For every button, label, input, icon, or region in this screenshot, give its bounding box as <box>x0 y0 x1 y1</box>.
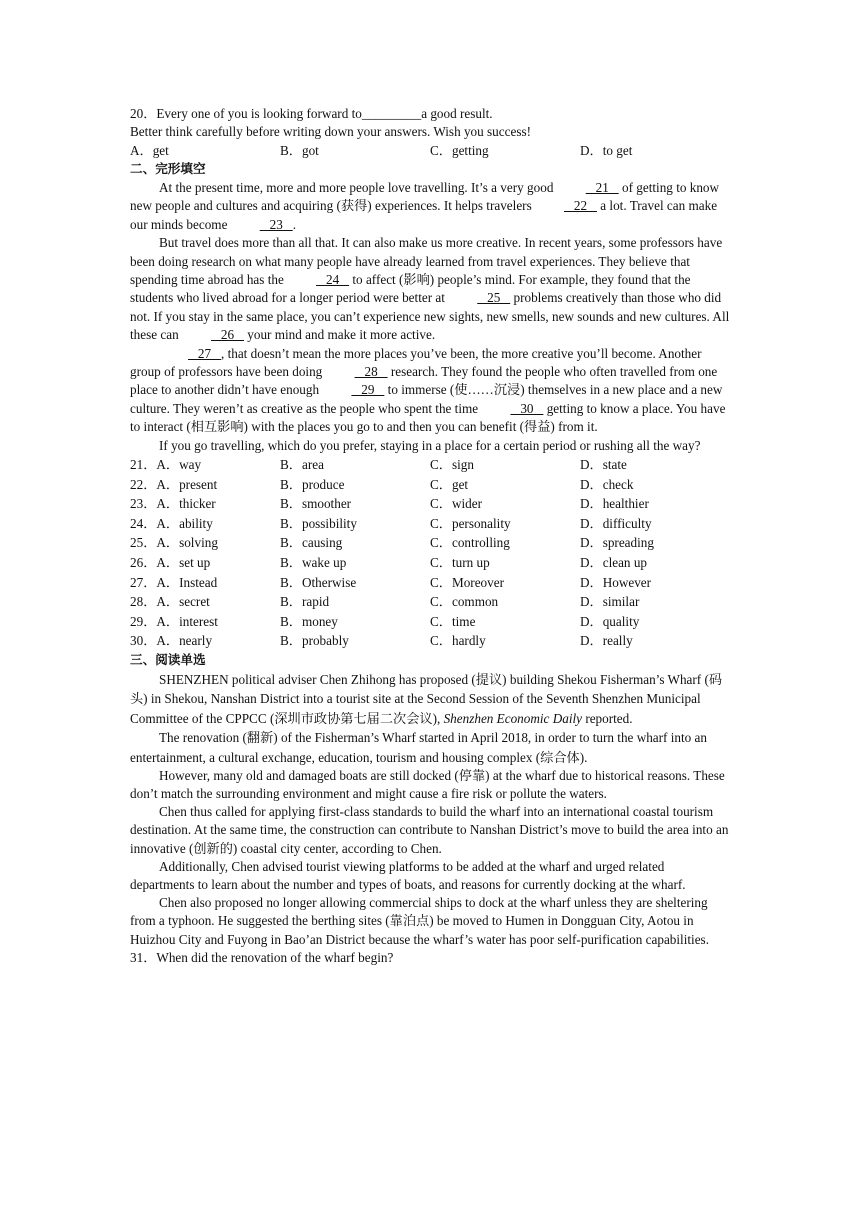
question-21 <box>130 455 730 475</box>
option-d: D．clean up <box>580 555 648 571</box>
option-d: D．difficulty <box>580 515 652 531</box>
text-run: getting to know a place. You have to interact (相互影响) with the places you go to and then you can benefit (得益) from it. <box>130 400 726 435</box>
option-b: B．Otherwise <box>280 574 357 590</box>
text-run: a lot. Travel can make our minds become <box>130 198 718 232</box>
q20-option-d: D．to get <box>580 142 633 158</box>
text-run: . <box>292 216 296 232</box>
text-run: At the present time, more and more people love travelling. It’s a very good <box>159 180 557 195</box>
blank-30: 30 <box>510 400 544 416</box>
option-b: B．rapid <box>280 594 330 610</box>
section-3-heading: 三、阅读单选 <box>130 652 206 668</box>
option-d: D．really <box>580 633 633 649</box>
option-a: 26．A．set up <box>130 555 211 571</box>
reading-paragraph-4: Chen thus called for applying first-class standards to build the wharf into an international coastal tourism destination. At the same time, the construction can contribute to Nanshan District’s move to build the area into an innovative (创新的) coastal city center, according to Chen. <box>130 804 729 856</box>
cloze-paragraph-3 <box>130 345 730 437</box>
option-d: D．check <box>580 476 634 492</box>
option-b: B．wake up <box>280 555 347 571</box>
question-30 <box>130 631 730 651</box>
option-c: C．time <box>430 613 476 629</box>
reading-paragraph-5: Additionally, Chen advised tourist viewing platforms to be added at the wharf and urged related departments to learn about the number and types of boats, and reasons for currently docking at the wharf. <box>130 858 686 893</box>
option-b: B．smoother <box>280 496 352 512</box>
newspaper-name: Shenzhen Economic Daily <box>443 710 583 726</box>
option-a: 29．A．interest <box>130 613 218 629</box>
text-run: reported. <box>582 710 633 726</box>
option-c: C．sign <box>430 457 474 473</box>
option-c: C．Moreover <box>430 574 504 590</box>
question-23 <box>130 494 730 514</box>
option-c: C．wider <box>430 496 483 512</box>
question-29 <box>130 612 730 632</box>
text-run: SHENZHEN political adviser Chen Zhihong has proposed (提议) building Shekou Fisherman’s Wharf (码头) in Shekou, Nanshan District into a tourist site at the Second Session of the Seventh Shenzhen Municipal Committee of the CPPCC (深圳市政协第七届二次会议), <box>130 671 723 726</box>
option-b: B．area <box>280 457 324 473</box>
blank-24: 24 <box>316 272 350 288</box>
blank-26: 26 <box>211 327 244 343</box>
blank-25: 25 <box>477 290 511 306</box>
q20-option-c: C．getting <box>430 142 489 158</box>
question-20-note: Better think carefully before writing down your answers. Wish you success! <box>130 124 531 140</box>
question-27 <box>130 573 730 593</box>
reading-paragraph-1 <box>130 670 730 729</box>
option-d: D．quality <box>580 613 640 629</box>
option-d: D．However <box>580 574 652 590</box>
option-a: 27．A．Instead <box>130 574 218 590</box>
reading-paragraph-2: The renovation (翻新) of the Fisherman’s Wharf started in April 2018, in order to turn the wharf into an entertainment, a cultural exchange, education, tourism and housing complex (综合体). <box>130 730 708 765</box>
option-c: C．turn up <box>430 555 490 571</box>
option-a: 24．A．ability <box>130 515 213 531</box>
blank-28: 28 <box>354 364 388 380</box>
q20-stem-before: 20．Every one of you is looking forward to <box>130 106 362 121</box>
text-run: your mind and make it more active. <box>243 327 436 343</box>
option-c: C．personality <box>430 515 511 531</box>
option-a: 22．A．present <box>130 476 218 492</box>
reading-paragraph-3: However, many old and damaged boats are still docked (停靠) at the wharf due to historical reasons. These don’t match the surrounding environment and might cause a fire risk or pollute the waters. <box>130 767 725 802</box>
option-d: D．spreading <box>580 535 654 551</box>
blank-22: 22 <box>564 198 597 214</box>
text-run: problems creatively than those who did not. If you stay in the same place, you can’t experience new sights, new smells, new sounds and new cultures. All these can <box>130 290 730 343</box>
text-run: But travel does more than all that. It can also make us more creative. In recent years, some professors have been doing research on what many people have already learned from travel experiences. They believe that spending time abroad has the <box>130 235 723 288</box>
q20-stem-after: a good result. <box>421 106 493 121</box>
reading-paragraph-6: Chen also proposed no longer allowing commercial ships to dock at the wharf unless they are sheltering from a typhoon. He suggested the berthing sites (靠泊点) be moved to Humen in Dongguan City, Aotou in Huizhou City and Fuyong in Bao’an District because the wharf’s water has poor self-purification capabilities. <box>130 895 709 947</box>
option-b: B．money <box>280 613 338 629</box>
option-c: C．controlling <box>430 535 510 551</box>
option-a: 21．A．way <box>130 457 202 473</box>
text-run: research. They found the people who often travelled from one place to another didn’t have enough <box>130 364 718 398</box>
option-a: 28．A．secret <box>130 594 210 610</box>
text-run: of getting to know new people and cultures and acquiring (获得) experiences. It helps travelers <box>130 180 720 214</box>
cloze-paragraph-4: If you go travelling, which do you prefer, staying in a place for a certain period or rushing all the way? <box>159 437 701 453</box>
blank-23: 23 <box>259 216 293 232</box>
option-d: D．state <box>580 457 627 473</box>
option-d: D．similar <box>580 594 640 610</box>
blank-21: 21 <box>585 180 619 195</box>
blank-29: 29 <box>351 382 385 398</box>
option-c: C．get <box>430 476 469 492</box>
exam-page <box>130 105 730 967</box>
section-2-heading: 二、完形填空 <box>130 161 206 177</box>
question-20-options <box>130 142 730 161</box>
text-run: to immerse (使……沉浸) themselves in a new place and a new culture. They weren’t as creative as the people who spent the time <box>130 382 723 416</box>
q20-option-a: A．get <box>130 142 169 158</box>
question-22 <box>130 475 730 495</box>
option-b: B．causing <box>280 535 343 551</box>
option-a: 30．A．nearly <box>130 633 213 649</box>
text-run: to affect (影响) people’s mind. For example, they found that the students who lived abroad for a longer period were better at <box>130 272 691 306</box>
option-d: D．healthier <box>580 496 649 512</box>
option-a: 23．A．thicker <box>130 496 216 512</box>
question-24 <box>130 514 730 534</box>
text-run: , that doesn’t mean the more places you’ve been, the more creative you’ll become. Another group of professors have been doing <box>130 345 702 380</box>
question-28 <box>130 592 730 612</box>
option-a: 25．A．solving <box>130 535 218 551</box>
question-26 <box>130 553 730 573</box>
cloze-question-list <box>130 455 730 651</box>
q20-blank: _________ <box>361 106 422 121</box>
option-b: B．produce <box>280 476 345 492</box>
option-b: B．possibility <box>280 515 357 531</box>
blank-27: 27 <box>188 345 221 361</box>
question-20-stem <box>130 105 730 123</box>
option-b: B．probably <box>280 633 349 649</box>
q20-option-b: B．got <box>280 142 319 158</box>
question-25 <box>130 533 730 553</box>
cloze-paragraph-2 <box>130 234 730 344</box>
cloze-paragraph-1 <box>130 179 730 234</box>
option-c: C．hardly <box>430 633 486 649</box>
option-c: C．common <box>430 594 499 610</box>
question-31: 31．When did the renovation of the wharf begin? <box>130 949 394 965</box>
